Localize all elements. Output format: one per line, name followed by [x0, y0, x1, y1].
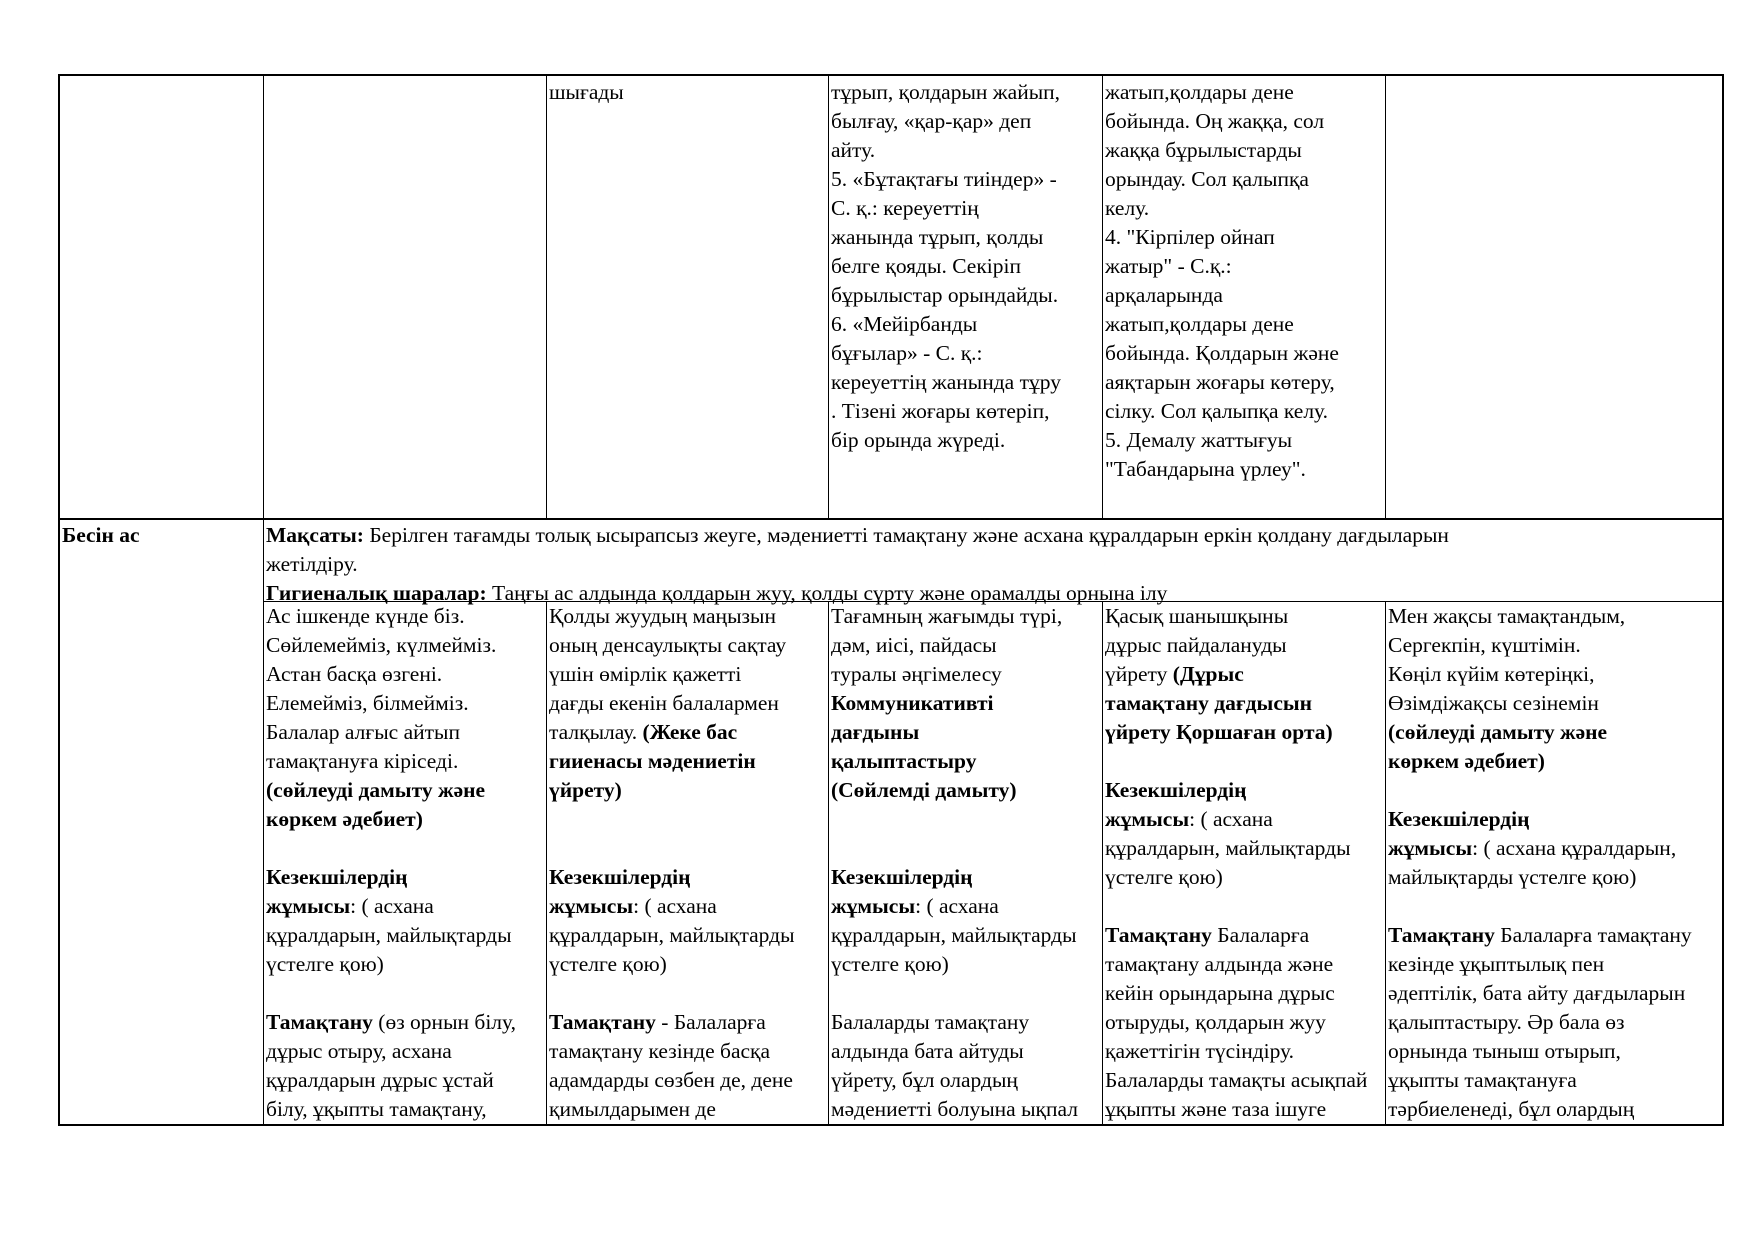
- subject-note: тамақтану дағдысын: [1105, 691, 1313, 715]
- subject-note: үйрету): [549, 778, 622, 802]
- text-line: Мен жақсы тамақтандым,: [1388, 604, 1626, 628]
- text-line: туралы әңгімелесу: [831, 662, 1002, 686]
- duty-label: Кезекшілердің: [266, 865, 408, 889]
- text-line: [549, 718, 827, 747]
- duty-label: жұмысы: [266, 894, 351, 918]
- text-line: шығады: [549, 80, 624, 104]
- column-divider: [1385, 601, 1386, 1126]
- text-line: ұқыпты тамақтануға: [1388, 1068, 1577, 1092]
- text-line: Өзімдіжақсы сезінемін: [1388, 691, 1599, 715]
- text-line: С. қ.: кереуеттің: [831, 196, 979, 220]
- duty-label: жұмысы: [1388, 836, 1473, 860]
- text-line: жаққа бұрылыстарды: [1105, 138, 1302, 162]
- duty-line: [1105, 805, 1384, 834]
- text-line: ұқыпты және таза ішуге: [1105, 1097, 1327, 1121]
- text-line: кереуеттің жанында тұру: [831, 370, 1061, 394]
- text-line: қимылдарымен де: [549, 1097, 716, 1121]
- text-line: белге қояды. Секіріп: [831, 254, 1021, 278]
- eating-label: Тамақтану: [266, 1010, 373, 1034]
- goal-text: Берілген тағамды толық ысырапсыз жеуге, мәдениетті тамақтану және асхана құралдарын еркін қолдану дағдыларын: [363, 523, 1449, 547]
- subject-note: (сөйлеуді дамыту және: [266, 778, 486, 802]
- column-divider: [1102, 76, 1103, 518]
- text-line: оның денсаулықты сақтау: [549, 633, 787, 657]
- mixed-text: талқылау.: [549, 720, 643, 744]
- text-line: тұрып, қолдарын жайып,: [831, 80, 1061, 104]
- text-line: орындау. Сол қалыпқа: [1105, 167, 1309, 191]
- duty-text: : ( асхана: [915, 894, 999, 918]
- top-row-col5: [1105, 78, 1383, 484]
- subject-note: көркем әдебиет): [1388, 749, 1545, 773]
- text-line: қалыптастыру. Әр бала өз: [1388, 1010, 1625, 1034]
- text-line: Балаларды тамақты асықпай: [1105, 1068, 1368, 1092]
- text-line: былғау, «қар-қар» деп: [831, 109, 1032, 133]
- day-5-cell: [1388, 602, 1722, 1124]
- text-line: дағды екенін балалармен: [549, 691, 779, 715]
- text-line: тамақтану кезінде басқа: [549, 1039, 771, 1063]
- text-line: бұғылар» - С. қ.:: [831, 341, 983, 365]
- column-divider: [1385, 76, 1386, 518]
- column-divider: [828, 76, 829, 518]
- subject-note: дағдыны: [831, 720, 920, 744]
- duty-label: Кезекшілердің: [1105, 778, 1247, 802]
- duty-label: жұмысы: [1105, 807, 1190, 831]
- text-line: Тағамның жағымды түрі,: [831, 604, 1063, 628]
- duty-label: Кезекшілердің: [831, 865, 973, 889]
- text-line: 6. «Мейірбанды: [831, 312, 978, 336]
- text-line: білу, ұқыпты тамақтану,: [266, 1097, 487, 1121]
- duty-label: Кезекшілердің: [549, 865, 691, 889]
- column-divider: [546, 601, 547, 1126]
- column-divider: [1102, 601, 1103, 1126]
- text-line: бойында. Қолдарын және: [1105, 341, 1339, 365]
- mixed-text: үйрету: [1105, 662, 1173, 686]
- eating-text: Балаларға тамақтану: [1494, 923, 1692, 947]
- goal-label: Мақсаты:: [266, 523, 364, 547]
- duty-line: [1388, 834, 1722, 863]
- text-line: Балалар алғыс айтып: [266, 720, 460, 744]
- subject-note: (сөйлеуді дамыту және: [1388, 720, 1608, 744]
- day-4-cell: [1105, 602, 1384, 1124]
- duty-label: жұмысы: [549, 894, 634, 918]
- text-line: дұрыс пайдалануды: [1105, 633, 1287, 657]
- text-line: келу.: [1105, 196, 1150, 220]
- eating-label: Тамақтану: [1105, 923, 1212, 947]
- text-line: кезінде ұқыптылық пен: [1388, 952, 1605, 976]
- eating-label: Тамақтану: [549, 1010, 656, 1034]
- duty-text: : ( асхана: [1189, 807, 1273, 831]
- text-line: адамдарды сөзбен де, дене: [549, 1068, 793, 1092]
- subject-note: Коммуникативті: [831, 691, 994, 715]
- text-line: бұрылыстар орындайды.: [831, 283, 1059, 307]
- text-line: жатып,қолдары дене: [1105, 80, 1294, 104]
- text-line: жанында тұрып, қолды: [831, 225, 1044, 249]
- hygiene-label: Гигиеналық шаралар:: [266, 581, 487, 605]
- subject-note: көркем әдебиет): [266, 807, 423, 831]
- duty-label: Кезекшілердің: [1388, 807, 1530, 831]
- text-line: үстелге қою): [1105, 865, 1223, 889]
- text-line: қажеттігін түсіндіру.: [1105, 1039, 1295, 1063]
- subject-note: гииенасы мәдениетін: [549, 749, 756, 773]
- eating-text: (өз орнын білу,: [372, 1010, 517, 1034]
- text-line: үстелге қою): [549, 952, 667, 976]
- text-line: үстелге қою): [266, 952, 384, 976]
- duty-text: : ( асхана: [633, 894, 717, 918]
- text-line: әдептілік, бата айту дағдыларын: [1388, 981, 1686, 1005]
- day-1-cell: [266, 602, 545, 1124]
- text-line: Ас ішкенде күнде біз.: [266, 604, 465, 628]
- eating-line: [1105, 921, 1384, 950]
- text-line: Қолды жуудың маңызын: [549, 604, 776, 628]
- text-line: арқаларында: [1105, 283, 1223, 307]
- eating-label: Тамақтану: [1388, 923, 1495, 947]
- text-line: тәрбиеленеді, бұл олардың: [1388, 1097, 1635, 1121]
- text-line: кейін орындарына дұрыс: [1105, 981, 1335, 1005]
- subject-note: қалыптастыру: [831, 749, 977, 773]
- subject-note: (Дұрыс: [1172, 662, 1244, 686]
- eating-text: - Балаларға: [655, 1010, 766, 1034]
- duty-line: [266, 892, 545, 921]
- text-line: сілку. Сол қалыпқа келу.: [1105, 399, 1329, 423]
- text-line: Елемейміз, білмейміз.: [266, 691, 469, 715]
- text-line: . Тізені жоғары көтеріп,: [831, 399, 1050, 423]
- text-line: бойында. Оң жаққа, сол: [1105, 109, 1325, 133]
- text-line: құралдарын дұрыс ұстай: [266, 1068, 494, 1092]
- text-line: отыруды, қолдарын жуу: [1105, 1010, 1326, 1034]
- duty-line: [831, 892, 1101, 921]
- duty-line: [549, 892, 827, 921]
- subject-note: үйрету Қоршаған орта): [1105, 720, 1333, 744]
- text-line: тамақтануға кіріседі.: [266, 749, 459, 773]
- text-line: 4. "Кірпілер ойнап: [1105, 225, 1275, 249]
- text-line: құралдарын, майлықтарды: [1105, 836, 1351, 860]
- text-line: аяқтарын жоғары көтеру,: [1105, 370, 1335, 394]
- plan-table: [58, 74, 1724, 1126]
- text-line: 5. «Бұтақтағы тиіндер» -: [831, 167, 1057, 191]
- text-line: орнында тыныш отырып,: [1388, 1039, 1621, 1063]
- text-line: Сергекпін, күштімін.: [1388, 633, 1581, 657]
- text-line: дәм, иісі, пайдасы: [831, 633, 997, 657]
- text-line: Қасық шанышқыны: [1105, 604, 1289, 628]
- text-line: Астан басқа өзгені.: [266, 662, 443, 686]
- eating-line: [266, 1008, 545, 1037]
- text-line: алдында бата айтуды: [831, 1039, 1024, 1063]
- hygiene-text: Таңғы ас алдында қолдарын жуу, қолды сүрту және орамалды орнына ілу: [486, 581, 1168, 605]
- text-line: [1105, 660, 1384, 689]
- text-line: жатып,қолдары дене: [1105, 312, 1294, 336]
- text-line: құралдарын, майлықтарды: [266, 923, 512, 947]
- text-line: дұрыс отыру, асхана: [266, 1039, 452, 1063]
- column-divider: [828, 601, 829, 1126]
- day-3-cell: [831, 602, 1101, 1124]
- text-line: бір орында жүреді.: [831, 428, 1006, 452]
- goal-hygiene-cell: [266, 521, 1716, 608]
- text-line: үшін өмірлік қажетті: [549, 662, 742, 686]
- section-label: Бесін ас: [62, 523, 140, 547]
- duty-text: : ( асхана құралдарын,: [1472, 836, 1677, 860]
- top-row-col4: [831, 78, 1100, 455]
- text-line: үйрету, бұл олардың: [831, 1068, 1018, 1092]
- text-line: құралдарын, майлықтарды: [831, 923, 1077, 947]
- text-line: тамақтану алдында және: [1105, 952, 1334, 976]
- column-divider: [546, 76, 547, 518]
- duty-text: : ( асхана: [350, 894, 434, 918]
- eating-line: [1388, 921, 1722, 950]
- goal-line: [266, 521, 1716, 550]
- text-line: "Табандарына үрлеу".: [1105, 457, 1306, 481]
- text-line: Көңіл күйім көтеріңкі,: [1388, 662, 1595, 686]
- goal-line-continued: жетілдіру.: [266, 552, 358, 576]
- subject-note: (Жеке бас: [642, 720, 738, 744]
- eating-text: Балаларға: [1211, 923, 1310, 947]
- top-row-col3: [549, 78, 826, 107]
- text-line: 5. Демалу жаттығуы: [1105, 428, 1293, 452]
- text-line: мәдениетті болуына ықпал: [831, 1097, 1078, 1121]
- eating-line: [549, 1008, 827, 1037]
- duty-label: жұмысы: [831, 894, 916, 918]
- subject-note: (Сөйлемді дамыту): [831, 778, 1017, 802]
- text-line: жатыр" - С.қ.:: [1105, 254, 1232, 278]
- text-line: Балаларды тамақтану: [831, 1010, 1030, 1034]
- text-line: құралдарын, майлықтарды: [549, 923, 795, 947]
- day-2-cell: [549, 602, 827, 1124]
- text-line: айту.: [831, 138, 876, 162]
- row-divider: [60, 518, 1724, 520]
- text-line: Сөйлемейміз, күлмейміз.: [266, 633, 497, 657]
- text-line: майлықтарды үстелге қою): [1388, 865, 1637, 889]
- text-line: үстелге қою): [831, 952, 949, 976]
